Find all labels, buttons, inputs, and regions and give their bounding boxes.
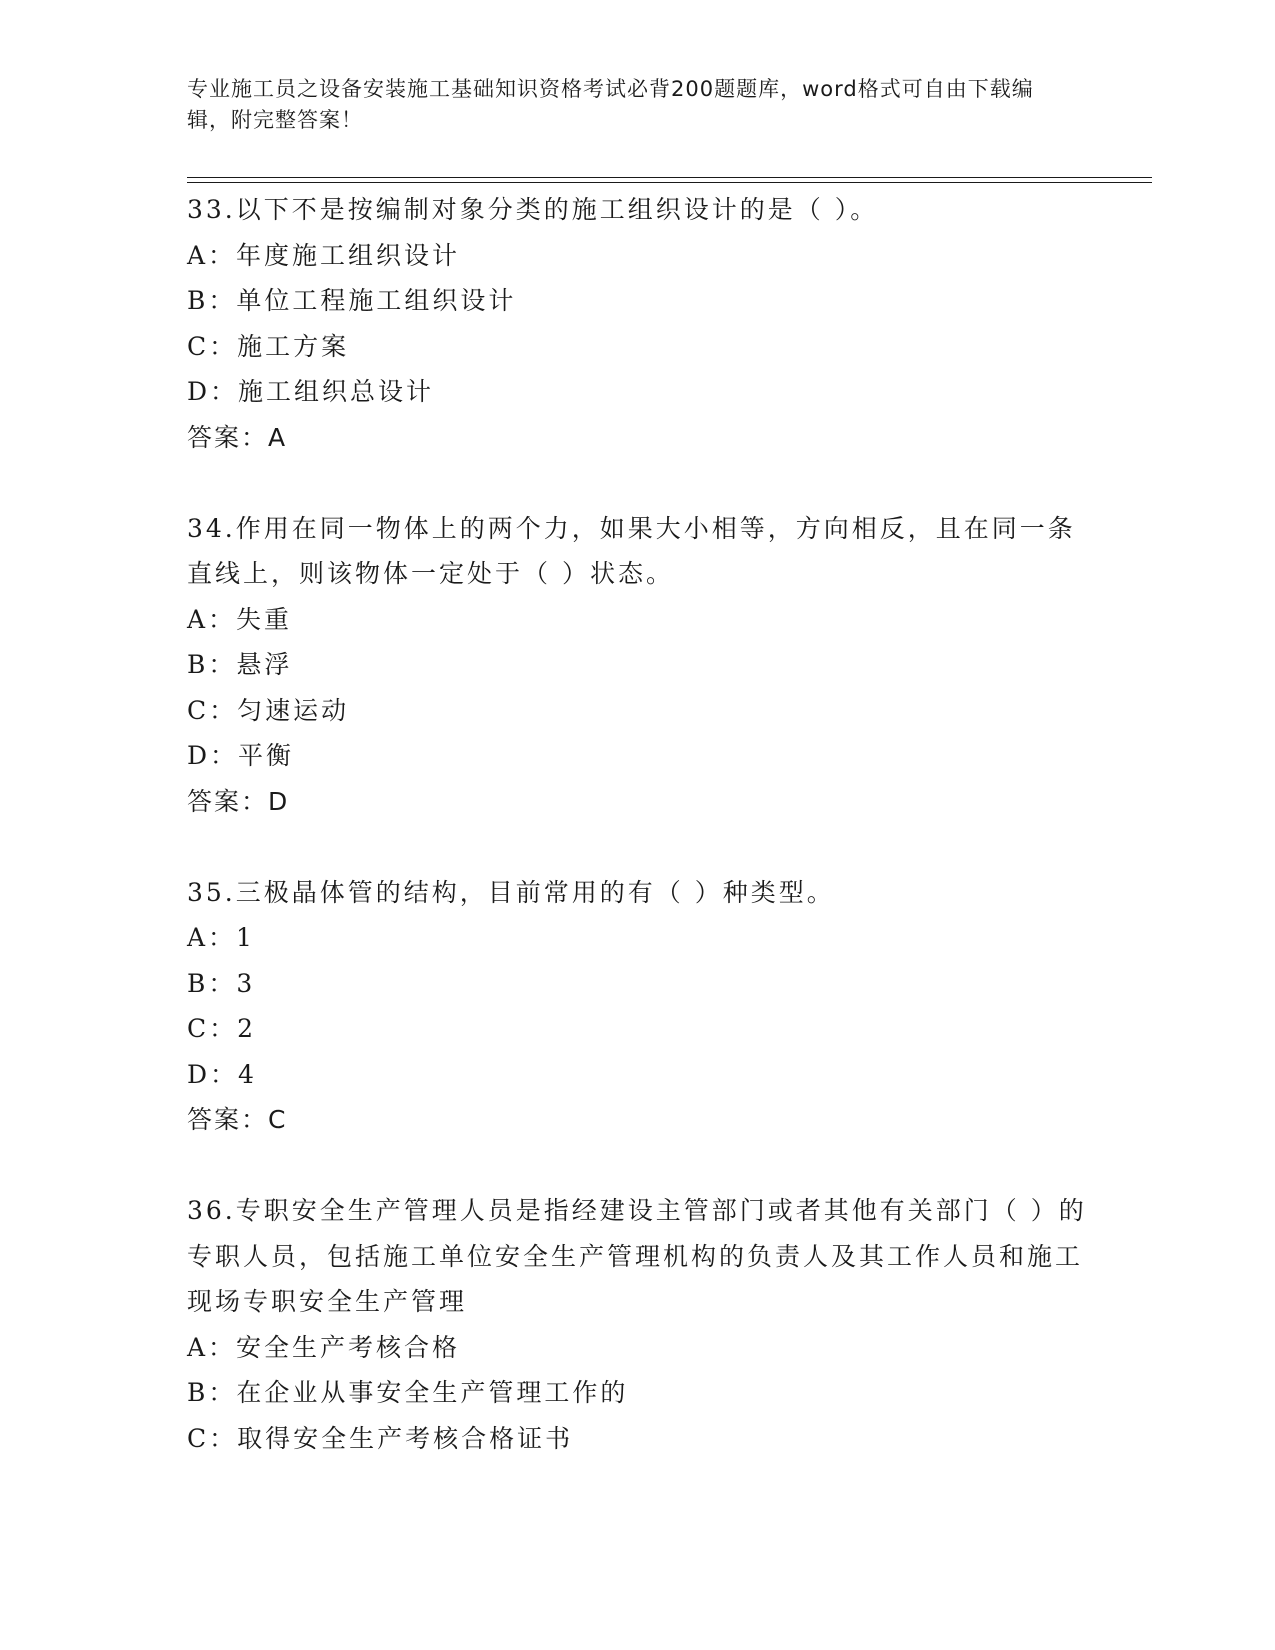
option-b: B：悬浮 xyxy=(187,650,293,679)
question-list xyxy=(187,187,1087,1461)
answer-line: 答案：C xyxy=(187,1105,288,1134)
option-a: A：年度施工组织设计 xyxy=(187,240,461,270)
option-c: C：匀速运动 xyxy=(187,695,350,725)
option-b: B：单位工程施工组织设计 xyxy=(187,286,517,315)
option-c: C：施工方案 xyxy=(187,331,350,361)
header-divider-bottom xyxy=(187,182,1152,183)
question-33 xyxy=(187,187,1087,506)
question-36 xyxy=(187,1188,1087,1461)
question-spacer xyxy=(187,824,1087,870)
question-spacer xyxy=(187,1143,1087,1189)
document-header: 专业施工员之设备安装施工基础知识资格考试必背200题题库，word格式可自由下载编辑，附完整答案！ xyxy=(187,77,1034,132)
question-stem: 33.以下不是按编制对象分类的施工组织设计的是（ ）。 xyxy=(187,195,879,224)
answer-line: 答案：A xyxy=(187,422,288,452)
option-a: A：失重 xyxy=(187,604,293,634)
option-b: B：在企业从事安全生产管理工作的 xyxy=(187,1378,629,1407)
option-d: D：4 xyxy=(187,1059,257,1089)
option-c: C：取得安全生产考核合格证书 xyxy=(187,1423,574,1453)
option-c: C：2 xyxy=(187,1014,257,1043)
question-stem: 35.三极晶体管的结构，目前常用的有（ ）种类型。 xyxy=(187,877,835,907)
option-a: A：安全生产考核合格 xyxy=(187,1332,461,1362)
answer-line: 答案：D xyxy=(187,786,290,816)
question-stem: 36.专职安全生产管理人员是指经建设主管部门或者其他有关部门（ ）的专职人员，包括施工单位安全生产管理机构的负责人及其工作人员和施工现场专职安全生产管理 xyxy=(187,1196,1087,1316)
question-spacer xyxy=(187,460,1087,506)
option-d: D：平衡 xyxy=(187,741,295,770)
option-a: A：1 xyxy=(187,923,255,952)
question-35 xyxy=(187,870,1087,1189)
option-d: D：施工组织总设计 xyxy=(187,377,435,406)
question-34 xyxy=(187,506,1087,870)
header-divider-top xyxy=(187,177,1152,178)
option-b: B：3 xyxy=(187,968,256,998)
question-stem: 34.作用在同一物体上的两个力，如果大小相等，方向相反，且在同一条直线上，则该物体一定处于（ ）状态。 xyxy=(187,513,1076,588)
